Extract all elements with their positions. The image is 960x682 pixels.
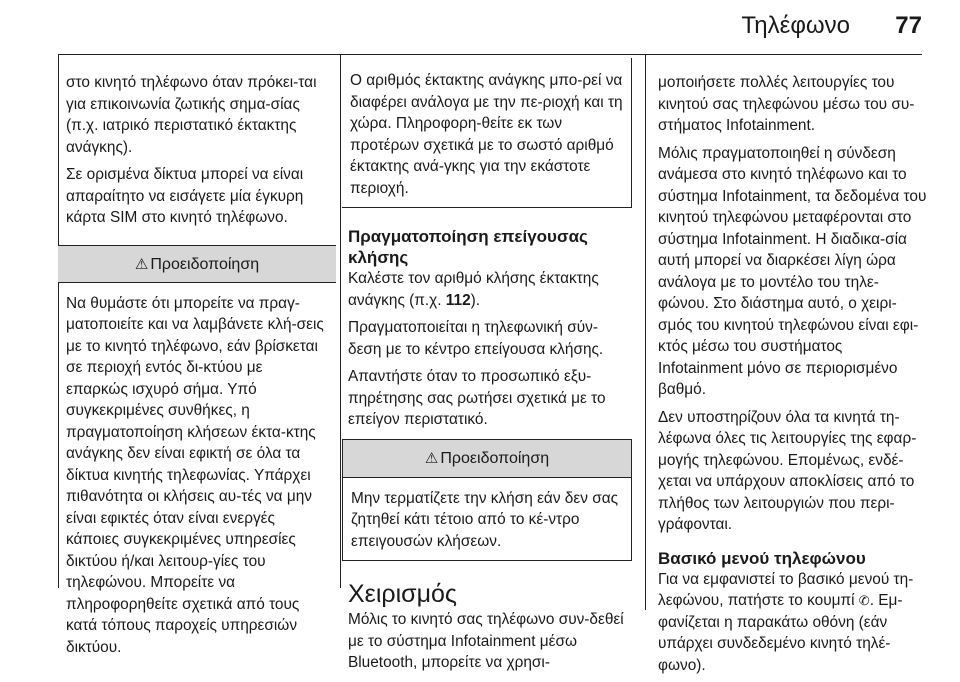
section-title: Χειρισμός <box>348 580 457 608</box>
warning-text: Μην τερματίζετε την κλήση εάν δεν σας ζητηθεί κάτι τέτοιο από το κέ-ντρο επειγουσών κλήσεων. <box>351 489 619 550</box>
page-title: Τηλέφωνο <box>741 12 850 39</box>
paragraph: μοποιήσετε πολλές λειτουργίες του κινητού σας τηλεφώνου μέσω του συ-στήματος Infotainment. <box>658 74 915 134</box>
warning-heading <box>343 440 631 478</box>
warning-triangle-icon: ⚠ <box>424 449 439 467</box>
paragraph: Σε ορισμένα δίκτυα μπορεί να είναι απαραίτητο να εισάγετε μία έγκυρη κάρτα SIM στο κινητό τηλέφωνο. <box>66 166 304 226</box>
paragraph: Πραγματοποιείται η τηλεφωνική σύν-δεση με το κέντρο επείγουσα κλήσης. <box>348 319 604 358</box>
info-box-text: Ο αριθμός έκτακτης ανάγκης μπο-ρεί να διαφέρει ανάλογα με την πε-ριοχή και τη χώρα. Πληροφορη-θείτε εκ των προτέρων σχετικά με το σωστό αριθμό έκτακτης ανά-γκης για την εκάστοτε περιοχή. <box>350 72 623 197</box>
warning-text: Να θυμάστε ότι μπορείτε να πραγ-ματοποιείτε και να λαμβάνετε κλή-σεις με το κινητό τηλέφωνο, εάν βρίσκεται σε περιοχή εντός δι-κτύου με επαρκώς ισχυρό σήμα. Υπό συγκεκριμένες συνθήκες, η πραγματοποίηση κλήσεων έκτα-κτης ανάγκης δεν είναι εφικτή σε όλα τα δίκτυα κινητής τηλεφωνίας. Υπάρχει πιθανότητα οι κλήσεις αυ-τές να μην είναι εφικτές όταν είναι ενεργές κάποιες συγκεκριμένες υπηρεσίες δικτύου ή/και λειτουρ-γίες του τηλεφώνου. Μπορείτε να πληροφορηθείτε σχετικά από τους κατά τόπους παροχείς υπηρεσιών δικτύου. <box>66 294 324 656</box>
warning-title: Προειδοποίηση <box>440 449 550 467</box>
page-header <box>0 0 960 48</box>
column-2 <box>342 58 632 680</box>
page-number: 77 <box>895 12 922 39</box>
paragraph: Μόλις πραγματοποιηθεί η σύνδεση ανάμεσα στο κινητό τηλέφωνο και το σύστημα Infotainment, τα δεδομένα του κινητού τηλεφώνου μεταφέρονται στο σύστημα Infotainment. Η διαδικα-σία αυτή μπορεί να διαρκέσει λίγη ώρα ανάλογα με το μοντέλο του τηλε-φώνου. Στο διάστημα αυτό, ο χειρι-σμός του κινητού τηλεφώνου είναι εφι-κτός μέσω του συστήματος Infotainment μόνο σε περιορισμένο βαθμό. <box>658 144 927 398</box>
paragraph: Καλέστε τον αριθμό κλήσης έκτακτης ανάγκης (π.χ. 112). <box>348 270 599 309</box>
paragraph: Μόλις το κινητό σας τηλέφωνο συν-δεθεί με το σύστημα Infotainment μέσω Bluetooth, μπορείτε να χρησι- <box>348 611 624 671</box>
emergency-number: 112 <box>445 291 471 309</box>
section-heading: Πραγματοποίηση επείγουσας κλήσης <box>348 227 588 267</box>
warning-body <box>343 478 631 561</box>
header-rule <box>58 54 922 55</box>
warning-title: Προειδοποίηση <box>150 255 260 273</box>
phone-icon: ✆ <box>858 593 870 608</box>
column-rule-middle <box>340 54 341 588</box>
warning-heading <box>58 245 336 283</box>
info-box <box>342 58 632 208</box>
paragraph: Δεν υποστηρίζουν όλα τα κινητά τη-λέφωνα όλες τις λειτουργίες της εφαρ-μογής τηλεφώνου. Επομένως, ενδέ-χεται να υπάρχουν αποκλίσεις από το πλήθος των λειτουργιών που περι-γράφονται. <box>658 408 917 533</box>
warning-body <box>58 283 336 673</box>
section-heading: Βασικό μενού τηλεφώνου <box>658 548 866 568</box>
paragraph: στο κινητό τηλέφωνο όταν πρόκει-ται για επικοινωνία ζωτικής σημα-σίας (π.χ. ιατρικό περιστατικό έκτακτης ανάγκης). <box>66 74 317 156</box>
column-rule-right <box>645 54 646 610</box>
column-1 <box>58 58 336 672</box>
intro-block <box>58 58 336 245</box>
paragraph: Για να εμφανιστεί το βασικό μενού τη-λεφώνου, πατήστε το κουμπί ✆. Εμ-φανίζεται η παρακάτω οθόνη (εάν υπάρχει συνδεδεμένο κινητό τηλέ-φωνο). <box>658 570 914 674</box>
warning-box <box>342 439 632 562</box>
warning-triangle-icon: ⚠ <box>134 255 149 273</box>
paragraph: Απαντήστε όταν το προσωπικό εξυ-πηρέτησης σας ρωτήσει σχετικά με το επείγον περιστατικό. <box>348 368 606 428</box>
column-3 <box>658 72 928 682</box>
